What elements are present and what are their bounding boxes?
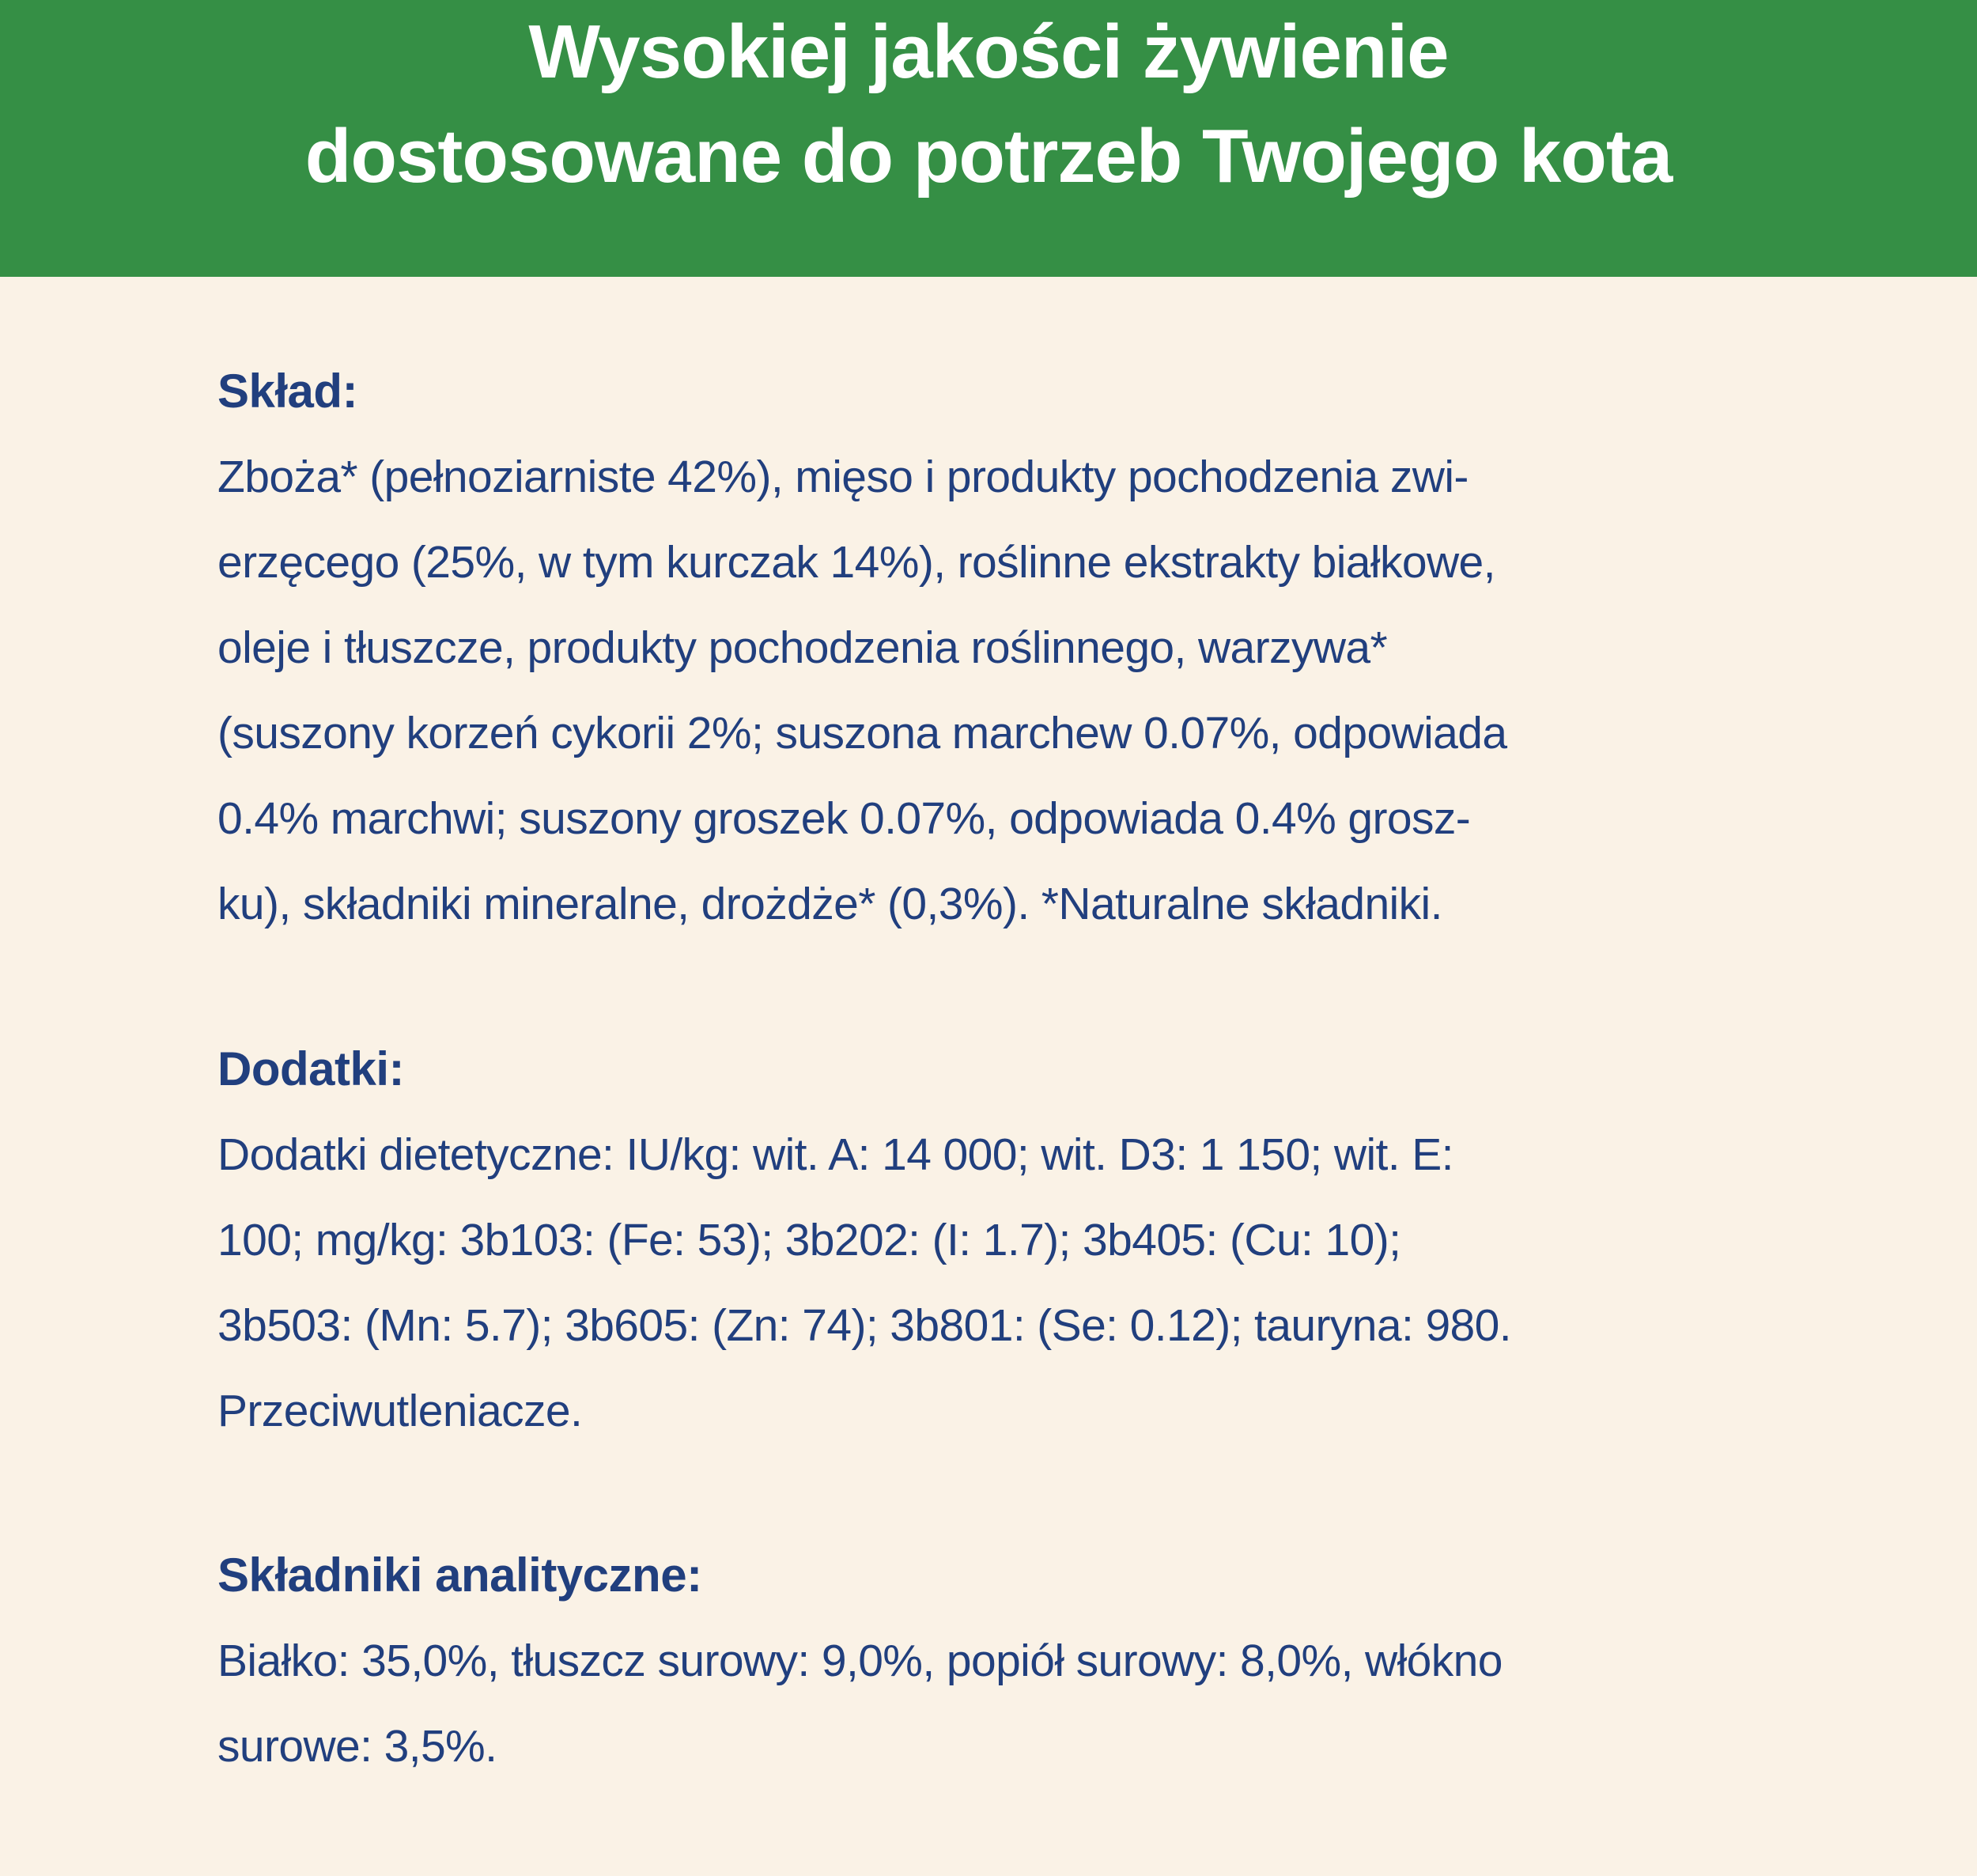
page-title	[0, 0, 1977, 209]
composition-text-line: oleje i tłuszcze, produkty pochodzenia roślinnego, warzywa*	[217, 622, 1388, 673]
title-line-2: dostosowane do potrzeb Twojego kota	[304, 114, 1673, 199]
analytical-text-line: surowe: 3,5%.	[217, 1721, 497, 1772]
analytical-heading: Składniki analityczne:	[217, 1549, 702, 1602]
composition-text-line: (suszony korzeń cykorii 2%; suszona marchew 0.07%, odpowiada	[217, 708, 1507, 758]
composition-heading: Skład:	[217, 365, 358, 418]
analytical-text-line: Białko: 35,0%, tłuszcz surowy: 9,0%, popiół surowy: 8,0%, włókno	[217, 1636, 1503, 1686]
header-banner	[0, 0, 1977, 277]
composition-text-line: 0.4% marchwi; suszony groszek 0.07%, odpowiada 0.4% grosz-	[217, 793, 1471, 844]
additives-text-line: Dodatki dietetyczne: IU/kg: wit. A: 14 000; wit. D3: 1 150; wit. E:	[217, 1129, 1453, 1180]
additives-text-line: 100; mg/kg: 3b103: (Fe: 53); 3b202: (I: 1.7); 3b405: (Cu: 10);	[217, 1215, 1401, 1265]
composition-text-line: ku), składniki mineralne, drożdże* (0,3%). *Naturalne składniki.	[217, 879, 1442, 929]
composition-text-line: Zboża* (pełnoziarniste 42%), mięso i produkty pochodzenia zwi-	[217, 452, 1469, 502]
additives-text-line: 3b503: (Mn: 5.7); 3b605: (Zn: 74); 3b801: (Se: 0.12); tauryna: 980.	[217, 1300, 1511, 1351]
composition-section	[217, 349, 1799, 947]
composition-text-line: erzęcego (25%, w tym kurczak 14%), roślinne ekstrakty białkowe,	[217, 537, 1495, 588]
analytical-section	[217, 1533, 1799, 1789]
additives-section	[217, 1027, 1799, 1454]
additives-text-line: Przeciwutleniacze.	[217, 1386, 583, 1436]
title-line-1: Wysokiej jakości żywienie	[528, 9, 1449, 94]
additives-heading: Dodatki:	[217, 1042, 404, 1095]
